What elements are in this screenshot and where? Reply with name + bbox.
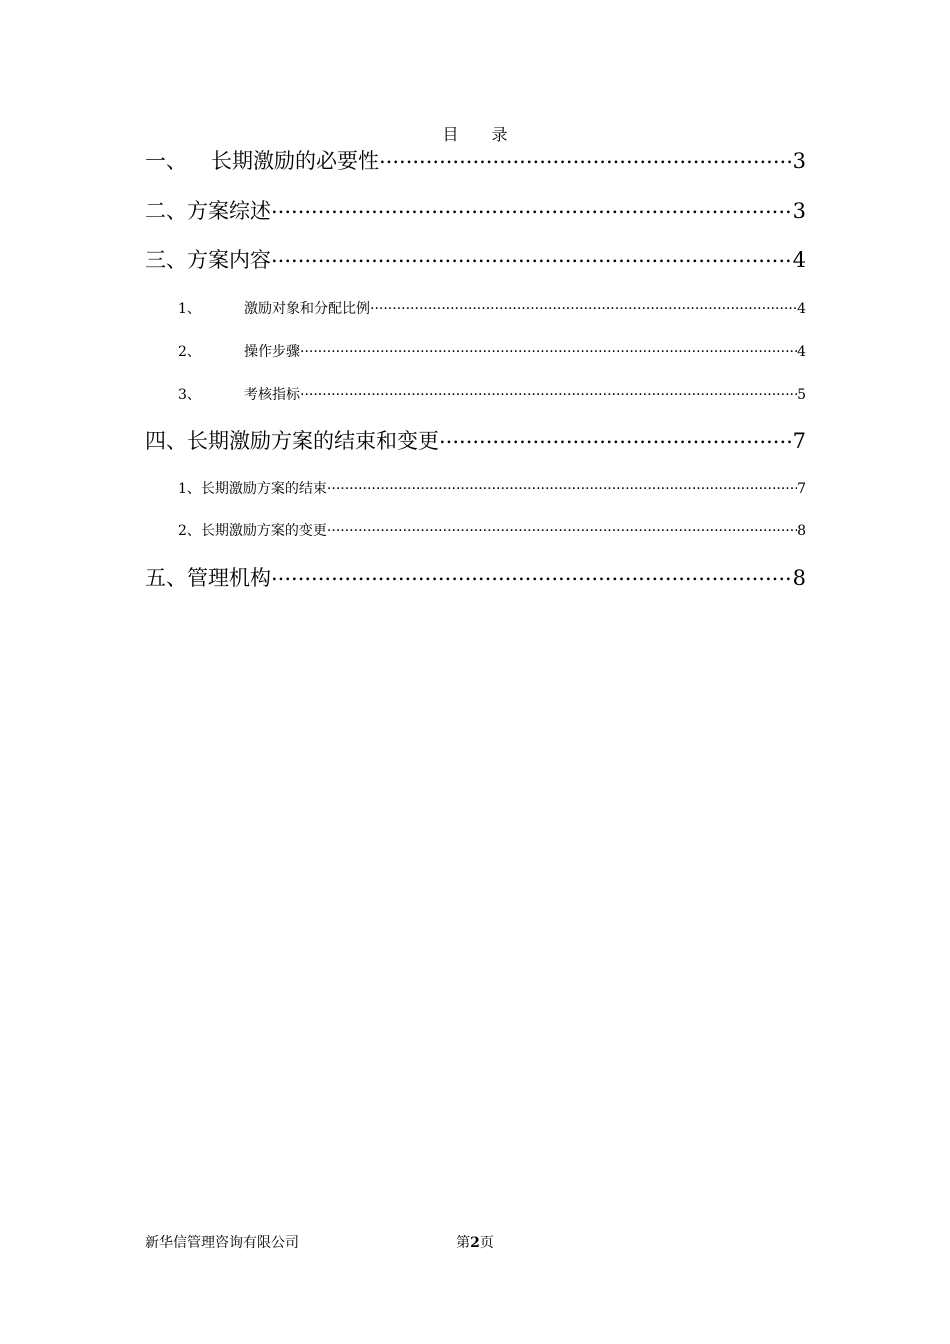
toc-entry-label: 激励对象和分配比例 — [244, 301, 370, 317]
toc-dot-leader — [271, 246, 793, 267]
toc-entry-number: 1、 — [178, 301, 201, 317]
toc-entry-number: 2、 — [178, 344, 201, 360]
toc-entry-label: 考核指标 — [244, 387, 300, 403]
toc-entry-necessity[interactable] — [145, 145, 806, 175]
toc-dot-leader — [271, 197, 793, 218]
toc-entry-page: 3 — [792, 149, 806, 173]
toc-entry-number: 二、 — [145, 199, 187, 223]
toc-subentry-change[interactable] — [145, 520, 806, 540]
toc-entry-label: 方案综述 — [187, 199, 271, 223]
toc-dot-leader — [327, 521, 797, 535]
toc-entry-page: 8 — [797, 523, 806, 539]
toc-entry-number: 五、 — [145, 566, 187, 590]
toc-entry-management[interactable] — [145, 562, 806, 592]
toc-entry-page: 5 — [797, 387, 806, 403]
footer-page-number — [0, 1232, 950, 1252]
toc-entry-label: 长期激励方案的变更 — [200, 523, 327, 539]
toc-entry-label: 管理机构 — [187, 566, 271, 590]
toc-entry-content[interactable] — [145, 244, 806, 274]
toc-entry-page: 4 — [797, 301, 806, 317]
toc-entry-number: 1、 — [178, 481, 201, 497]
footer-page-prefix: 第 — [456, 1235, 471, 1251]
toc-dot-leader — [379, 147, 793, 168]
toc-dot-leader — [327, 479, 797, 493]
toc-entry-page: 3 — [792, 199, 806, 223]
toc-entry-number: 四、 — [145, 429, 187, 453]
toc-entry-number: 一、 — [145, 149, 187, 173]
toc-entry-page: 8 — [792, 566, 806, 590]
toc-entry-label: 长期激励方案的结束和变更 — [187, 429, 439, 453]
toc-dot-leader — [300, 342, 797, 356]
table-of-contents — [145, 0, 806, 600]
toc-dot-leader — [271, 564, 793, 585]
toc-entry-end-and-change[interactable] — [145, 425, 806, 455]
footer-page-value: 2 — [470, 1235, 480, 1251]
toc-dot-leader — [300, 385, 797, 399]
toc-entry-number: 2、 — [178, 523, 201, 539]
toc-title: 目 录 — [442, 125, 522, 144]
toc-entry-label: 长期激励方案的结束 — [200, 481, 327, 497]
footer-page-suffix: 页 — [479, 1235, 494, 1251]
toc-entry-label: 方案内容 — [187, 248, 271, 272]
footer-company: 新华信管理咨询有限公司 — [145, 1235, 299, 1251]
toc-entry-page: 7 — [797, 481, 806, 497]
toc-subentry-indicators[interactable] — [145, 384, 806, 404]
toc-dot-leader — [370, 299, 797, 313]
toc-entry-label: 操作步骤 — [244, 344, 300, 360]
toc-dot-leader — [439, 427, 793, 448]
toc-entry-number: 3、 — [178, 387, 201, 403]
toc-entry-page: 7 — [792, 429, 806, 453]
toc-entry-page: 4 — [792, 248, 806, 272]
toc-entry-overview[interactable] — [145, 195, 806, 225]
toc-entry-label: 长期激励的必要性 — [211, 149, 379, 173]
toc-entry-page: 4 — [797, 344, 806, 360]
toc-subentry-steps[interactable] — [145, 341, 806, 361]
toc-entry-number: 三、 — [145, 248, 187, 272]
toc-subentry-end[interactable] — [145, 478, 806, 498]
toc-subentry-targets[interactable] — [145, 298, 806, 318]
